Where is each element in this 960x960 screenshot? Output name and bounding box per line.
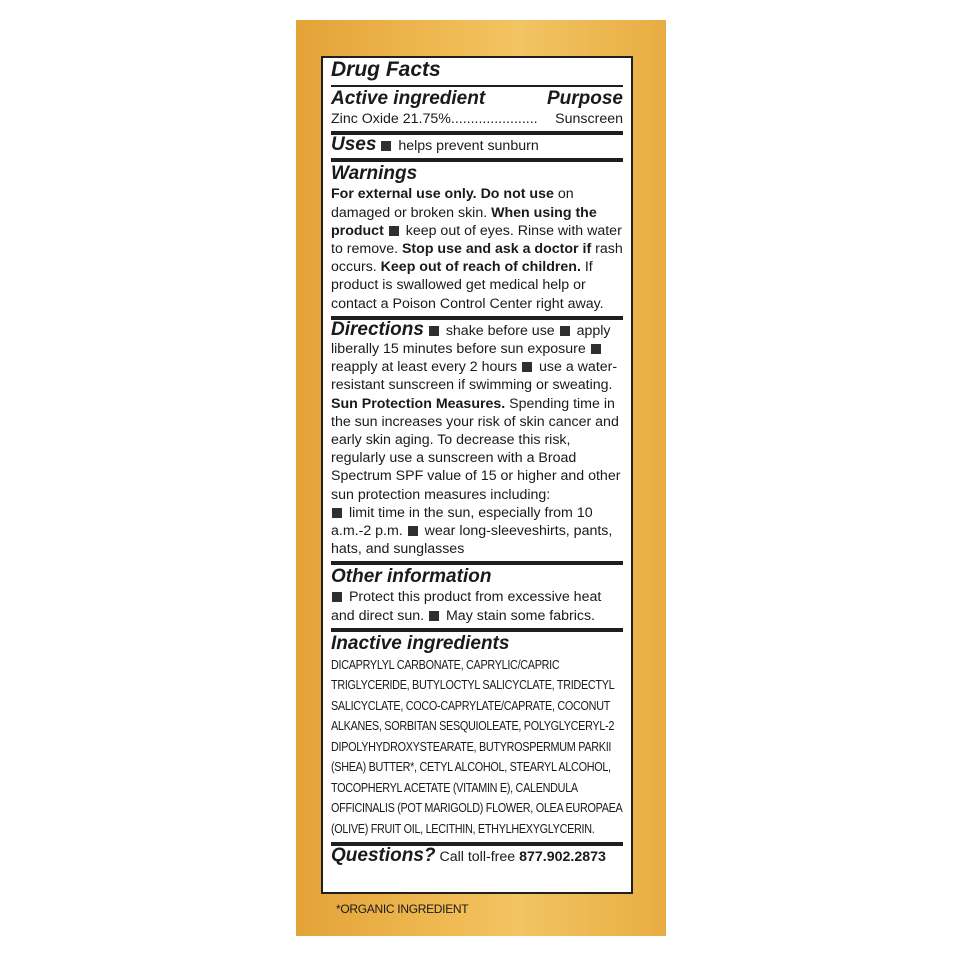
other-information-section [331,561,623,627]
active-ingredient-purpose: Sunscreen [555,111,623,127]
directions-section [331,316,623,562]
drug-facts-panel [321,56,633,894]
leader-dots: ...................... [450,111,538,127]
uses-section [331,131,623,158]
bullet-square-icon [591,344,601,354]
directions-text: Directions shake before use apply liberally 15 minutes before sun exposure reapply at least every 2 hours use a water-resistant sunscreen if swimming or sweating. Sun Protection Measures. Spending time in the sun increases your risk of skin cancer and early skin aging. To decrease this risk, regularly use a sunscreen with a Broad Spectrum SPF value of 15 or higher and other sun protection measures including: limit time in the sun, especially from 10 a.m.-2 p.m. wear long-sleeveshirts, pants, hats, and sunglasses [331,318,621,558]
active-ingredient-heading: Active ingredient [331,88,486,109]
bullet-square-icon [429,611,439,621]
active-header-row [331,88,623,110]
bullet-square-icon [408,526,418,536]
sun-protection-heading: Sun Protection Measures. [331,395,506,412]
other-information-heading: Other information [331,566,492,588]
bullet-square-icon [332,508,342,518]
directions-heading: Directions [331,318,424,340]
active-ingredient-section [331,85,623,131]
uses-heading: Uses [331,134,377,156]
bullet-square-icon [429,326,439,336]
bullet-square-icon [560,326,570,336]
organic-footnote: *ORGANIC INGREDIENT [336,902,469,916]
active-ingredient-name: Zinc Oxide 21.75% [331,111,451,127]
questions-phone: 877.902.2873 [519,849,606,866]
bullet-square-icon [332,592,342,602]
inactive-ingredients-heading: Inactive ingredients [331,632,510,654]
product-box [296,20,666,936]
questions-text: Call toll-free [435,849,520,866]
other-information-text: Protect this product from excessive heat and direct sun. May stain some fabrics. [331,589,602,624]
questions-section [331,842,623,869]
title-section [331,58,623,85]
uses-item: helps prevent sunburn [398,138,539,155]
purpose-heading: Purpose [546,88,623,109]
warnings-section [331,158,623,315]
inactive-ingredients-section [331,628,623,843]
questions-heading: Questions? [331,845,436,867]
warnings-heading: Warnings [331,163,418,185]
warnings-text: For external use only. Do not use on damaged or broken skin. When using the product keep out of eyes. Rinse with water to remove. Stop use and ask a doctor if rash occurs. Keep out of reach of children. If product is swallowed get medical help or contact a Poison Control Center right away. [331,186,623,312]
active-ingredient-row [331,110,623,128]
bullet-square-icon [389,226,399,236]
bullet-square-icon [381,141,391,151]
bullet-square-icon [522,362,532,372]
inactive-ingredients-list: DICAPRYLYL CARBONATE, CAPRYLIC/CAPRIC TRIGLYCERIDE, BUTYLOCTYL SALICYCLATE, TRIDECTYL SALICYCLATE, COCO-CAPRYLATE/CAPRATE, COCONUT ALKANES, SORBITAN SESQUIOLEATE, POLYGLYCERYL-2 DIPOLYHYDROXYSTEARATE, BUTYROSPERMUM PARKII (SHEA) BUTTER*, CETYL ALCOHOL, STEARYL ALCOHOL, TOCOPHERYL ACETATE (VITAMIN E), CALENDULA OFFICINALIS (POT MARIGOLD) FLOWER, OLEA EUROPAEA (OLIVE) FRUIT OIL, LECITHIN, ETHYLHEXYGLYCERIN. [331,657,622,836]
drug-facts-title: Drug Facts [331,58,441,81]
